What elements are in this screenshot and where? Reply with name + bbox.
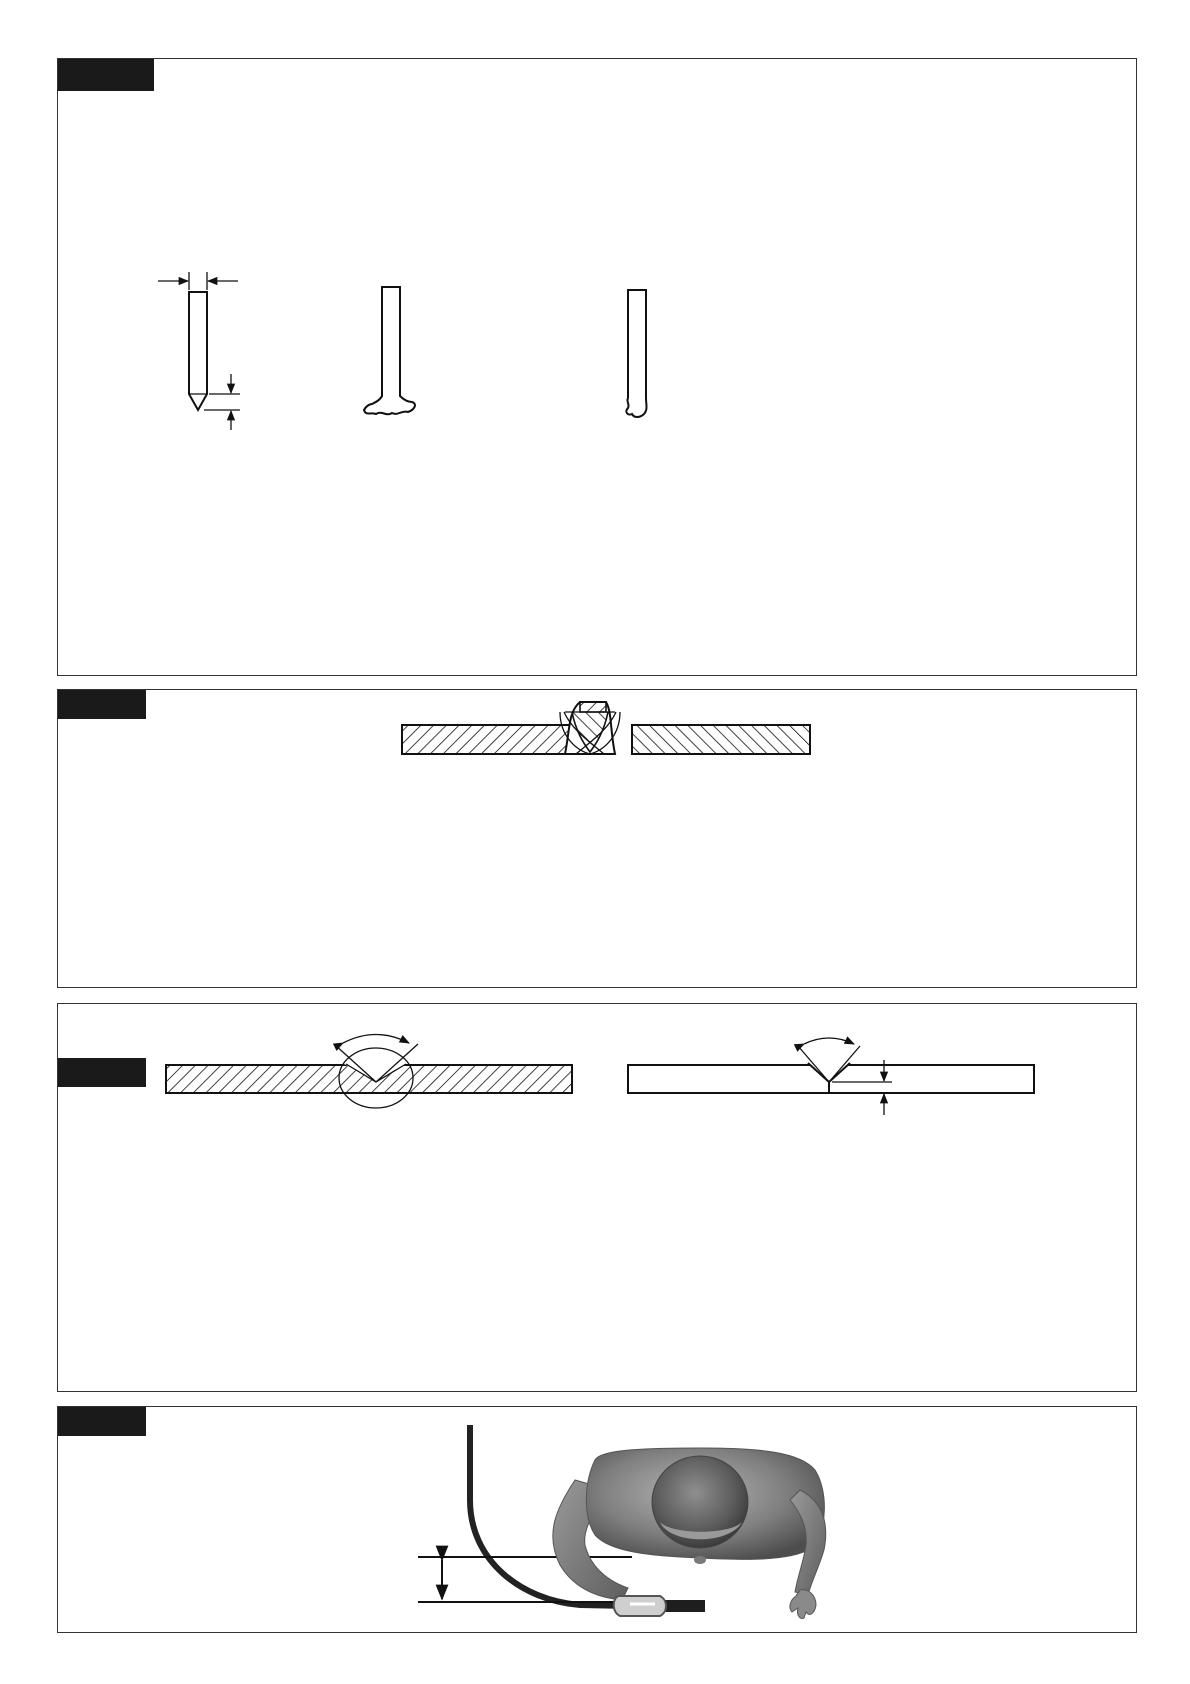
hatched-weld-joint-icon bbox=[402, 702, 810, 754]
electrode-pointed-tip-icon bbox=[158, 272, 240, 430]
welder-operator-icon bbox=[418, 1425, 826, 1618]
v-joint-dimension-icon bbox=[628, 1038, 1034, 1115]
electrode-mushroom-tip-icon bbox=[364, 287, 415, 414]
electrode-ball-tip-icon bbox=[626, 290, 646, 417]
hatched-v-joint-with-weld-icon bbox=[166, 1035, 572, 1109]
